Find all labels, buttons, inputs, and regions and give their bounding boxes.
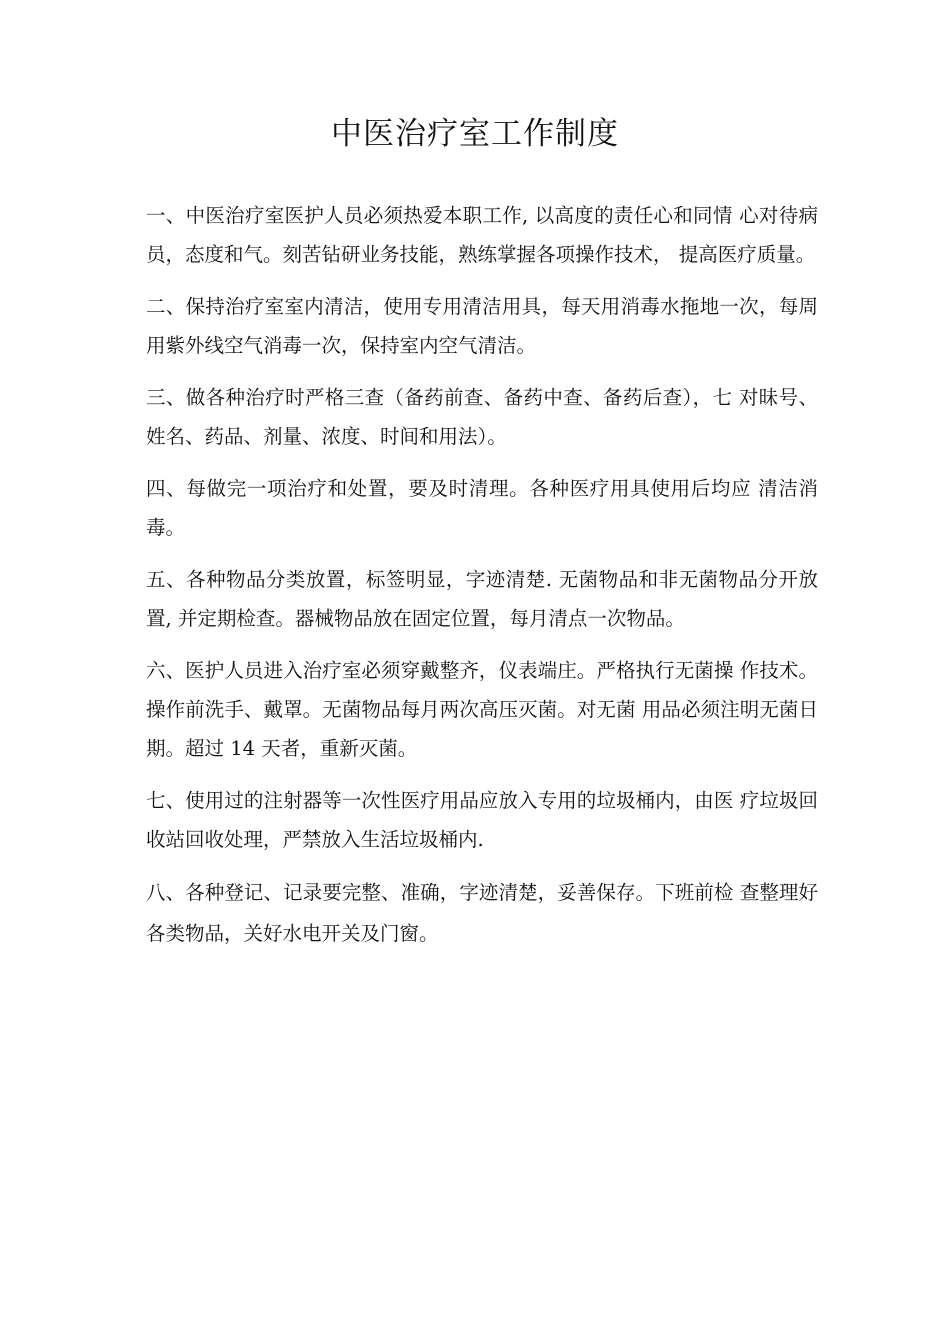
- page-title: 中医治疗室工作制度: [331, 116, 619, 152]
- paragraph-2: 二、保持治疗室室内清洁，使用专用清洁用具，每天用消毒水拖地一次，每周用紫外线空气消毒一次，保持室内空气清洁。: [146, 295, 818, 357]
- paragraph-6: 六、医护人员进入治疗室必须穿戴整齐，仪表端庄。严格执行无菌操 作技术。操作前洗手、戴罩。无菌物品每月两次高压灭菌。对无菌 用品必须注明无菌日期。超过 14 天者，重新灭菌。: [146, 659, 818, 760]
- paragraph-5: 五、各种物品分类放置，标签明显，字迹清楚. 无菌物品和非无菌物品分开放置, 并定期检查。器械物品放在固定位置，每月清点一次物品。: [146, 568, 818, 630]
- document-body: [146, 196, 818, 967]
- paragraph-1: 一、中医治疗室医护人员必须热爱本职工作, 以高度的责任心和同情 心对待病员，态度和气。刻苦钻研业务技能，熟练掌握各项操作技术， 提高医疗质量。: [146, 204, 818, 266]
- paragraph-4: 四、每做完一项治疗和处置，要及时清理。各种医疗用具使用后均应 清洁消毒。: [146, 477, 818, 539]
- paragraph-8: 八、各种登记、记录要完整、准确，字迹清楚，妥善保存。下班前检 查整理好各类物品，关好水电开关及门窗。: [146, 881, 818, 945]
- paragraph-7: 七、使用过的注射器等一次性医疗用品应放入专用的垃圾桶内，由医 疗垃圾回收站回收处理，严禁放入生活垃圾桶内.: [146, 789, 818, 851]
- paragraph-3: 三、做各种治疗时严格三查（备药前查、备药中查、备药后查），七 对昧号、姓名、药品、剂量、浓度、时间和用法）。: [146, 386, 818, 448]
